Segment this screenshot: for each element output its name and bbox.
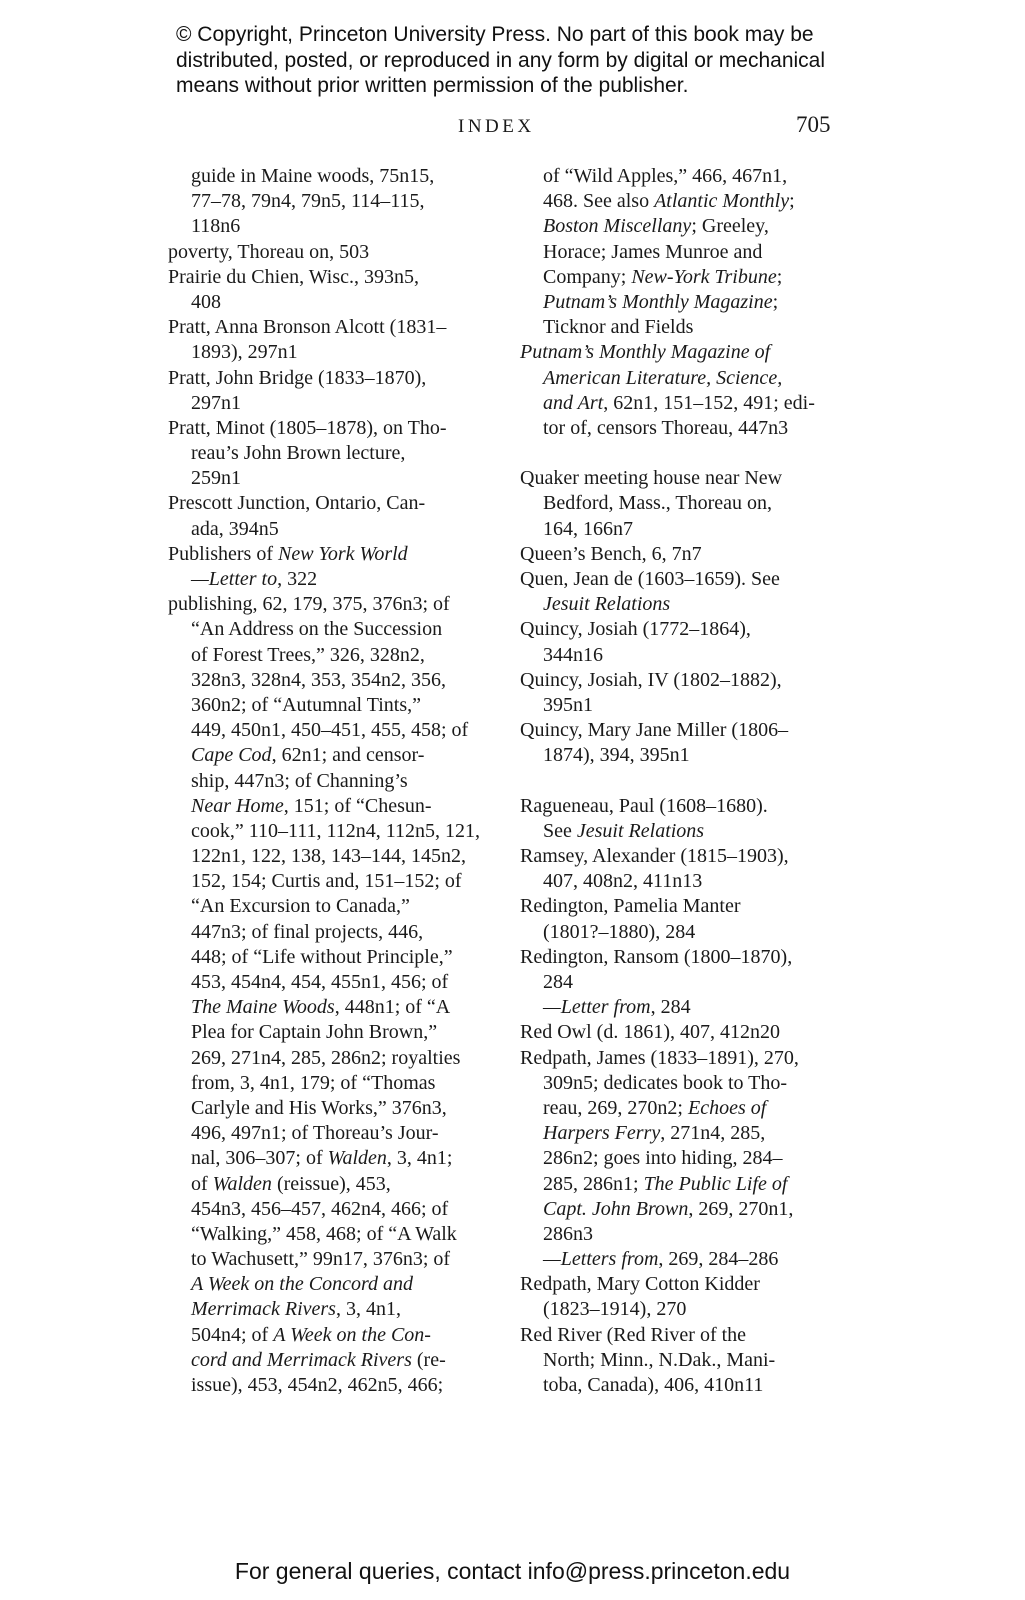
index-entry-line: tor of, censors Thoreau, 447n3 — [543, 416, 789, 439]
index-column-right — [520, 164, 840, 1398]
italic-text: A Week on the Con- — [273, 1323, 431, 1346]
index-entry-line — [168, 1272, 498, 1297]
index-entry-line: toba, Canada), 406, 410n11 — [543, 1374, 764, 1396]
index-entry-line: 407, 408n2, 411n13 — [543, 870, 703, 893]
index-entry-line: “An Address on the Succession — [191, 618, 443, 641]
index-entry-line: North; Minn., N.Dak., Mani- — [543, 1348, 776, 1371]
index-entry-line: Pratt, John Bridge (1833–1870), — [168, 366, 427, 389]
index-entry-line — [520, 214, 840, 239]
italic-text: —Letters from — [543, 1248, 659, 1271]
index-entry-line — [520, 340, 840, 365]
entry-text: Company; — [543, 265, 632, 288]
index-column-left — [168, 164, 498, 1398]
entry-text: , 62n1, 151–152, 491; edi- — [603, 391, 815, 414]
entry-text: Publishers of — [168, 542, 278, 565]
running-title: INDEX — [458, 116, 535, 137]
index-entry-line: guide in Maine woods, 75n15, — [191, 165, 435, 187]
entry-text: (reissue), 453, — [271, 1172, 391, 1195]
index-entry-line: Quincy, Mary Jane Miller (1806– — [520, 719, 789, 742]
italic-text: Merrimack Rivers — [191, 1298, 336, 1321]
index-entry-line — [520, 265, 840, 290]
italic-text: Putnam’s Monthly Magazine — [543, 290, 773, 313]
blank-line — [520, 769, 840, 794]
index-entry-line — [168, 1323, 498, 1348]
entry-text: , 269, 270n1, — [688, 1197, 794, 1220]
italic-text: —Letter from — [543, 996, 651, 1019]
index-entry-line: 286n2; goes into hiding, 284– — [543, 1147, 783, 1170]
index-entry-line: to Wachusett,” 99n17, 376n3; of — [191, 1248, 451, 1271]
entry-text: See — [543, 819, 577, 842]
index-entry-line: Plea for Captain John Brown,” — [191, 1021, 438, 1044]
index-entry-line: Redington, Pamelia Manter — [520, 895, 741, 918]
index-entry-line: Ticknor and Fields — [543, 316, 694, 339]
index-entry-line: issue), 453, 454n2, 462n5, 466; — [191, 1374, 444, 1396]
index-entry-line: from, 3, 4n1, 179; of “Thomas — [191, 1071, 436, 1094]
index-entry-line: Carlyle and His Works,” 376n3, — [191, 1096, 447, 1119]
footer-contact: For general queries, contact info@press.princeton.edu — [234, 1558, 791, 1584]
index-entry-line — [520, 290, 840, 315]
copyright-line: means without prior written permission of the publisher. — [176, 74, 689, 97]
entry-text: 285, 286n1; — [543, 1172, 644, 1195]
index-entry-line: 77–78, 79n4, 79n5, 114–115, — [191, 190, 425, 213]
italic-text: A Week on the Concord and — [191, 1273, 414, 1296]
index-entry-line: 164, 166n7 — [543, 517, 633, 540]
entry-text: , 3, 4n1; — [386, 1147, 453, 1170]
entry-text: 504n4; of — [191, 1323, 274, 1346]
index-entry-line: Redington, Ransom (1800–1870), — [520, 945, 793, 968]
index-entry-line: Red River (Red River of the — [520, 1323, 747, 1346]
index-entry-line — [520, 995, 840, 1020]
index-entry-line: 152, 154; Curtis and, 151–152; of — [191, 870, 462, 893]
index-entry-line: Horace; James Munroe and — [543, 240, 763, 263]
index-entry-line — [520, 1172, 840, 1197]
italic-text: —Letter to — [191, 568, 278, 590]
index-entry-line: Red Owl (d. 1861), 407, 412n20 — [520, 1021, 780, 1044]
index-entry-line: Redpath, Mary Cotton Kidder — [520, 1273, 760, 1296]
index-entry-line — [520, 1096, 840, 1121]
index-entry-line: 360n2; of “Autumnal Tints,” — [191, 693, 422, 716]
index-entry-line: 496, 497n1; of Thoreau’s Jour- — [191, 1122, 439, 1145]
italic-text: Jesuit Relations — [543, 593, 671, 616]
index-entry-line: Quaker meeting house near New — [520, 467, 783, 490]
index-entry-line: Prairie du Chien, Wisc., 393n5, — [168, 265, 420, 288]
index-entry-line — [520, 391, 840, 416]
index-entry-line: of Forest Trees,” 326, 328n2, — [191, 643, 425, 666]
index-entry-line: 449, 450n1, 450–451, 455, 458; of — [191, 719, 469, 742]
index-entry-line: 454n3, 456–457, 462n4, 466; of — [191, 1197, 449, 1220]
index-entry-line: Quincy, Josiah (1772–1864), — [520, 618, 751, 641]
italic-text: Harpers Ferry — [543, 1122, 661, 1145]
index-entry-line: Quen, Jean de (1603–1659). See — [520, 568, 780, 590]
italic-text: Atlantic Monthly — [654, 190, 790, 213]
index-entry-line — [168, 1297, 498, 1322]
running-head — [0, 112, 1025, 142]
index-entry-line — [520, 1197, 840, 1222]
index-entry-line: 269, 271n4, 285, 286n2; royalties — [191, 1046, 461, 1069]
italic-text: Walden — [212, 1172, 272, 1195]
index-entry-line — [520, 189, 840, 214]
index-entry-line: 395n1 — [543, 693, 593, 716]
index-entry-line: Prescott Junction, Ontario, Can- — [168, 492, 426, 515]
italic-text: New York World — [278, 542, 408, 565]
blank-line — [520, 441, 840, 466]
index-entry-line: 309n5; dedicates book to Tho- — [543, 1071, 788, 1094]
index-entry-line: Ragueneau, Paul (1608–1680). — [520, 794, 768, 817]
index-entry-line: 408 — [191, 290, 221, 313]
entry-text: of — [191, 1172, 213, 1195]
index-entry-line: Bedford, Mass., Thoreau on, — [543, 492, 773, 515]
index-entry-line — [520, 1121, 840, 1146]
index-entry-line: Quincy, Josiah, IV (1802–1882), — [520, 668, 782, 691]
entry-text: ; — [772, 290, 779, 313]
page-number: 705 — [796, 112, 831, 137]
italic-text: Near Home — [191, 794, 284, 817]
index-entry-line: 447n3; of final projects, 446, — [191, 920, 424, 943]
entry-text: (re- — [411, 1348, 446, 1371]
index-entry-line — [520, 819, 840, 844]
index-entry-line: publishing, 62, 179, 375, 376n3; of — [168, 593, 450, 616]
index-entry-line: 1893), 297n1 — [191, 341, 298, 364]
italic-text: Echoes of — [687, 1096, 767, 1119]
entry-text: ; Greeley, — [691, 215, 769, 238]
entry-text: ; — [789, 190, 795, 213]
italic-text: Capt. John Brown — [543, 1197, 689, 1220]
italic-text: Putnam’s Monthly Magazine of — [520, 341, 771, 364]
index-entry-line: reau’s John Brown lecture, — [191, 442, 406, 465]
index-entry-line: 122n1, 122, 138, 143–144, 145n2, — [191, 845, 466, 868]
index-entry-line — [168, 995, 498, 1020]
entry-text: , 271n4, 285, — [660, 1122, 766, 1145]
index-entry-line: (1801?–1880), 284 — [543, 920, 696, 943]
entry-text: , 448n1; of “A — [334, 996, 451, 1019]
entry-text: , 3, 4n1, — [335, 1298, 401, 1321]
entry-text: , 284 — [650, 996, 691, 1019]
index-entry-line: “An Excursion to Canada,” — [191, 895, 410, 918]
index-entry-line — [168, 743, 498, 768]
index-entry-line — [168, 1348, 498, 1373]
italic-text: and Art — [543, 391, 604, 414]
index-entry-line: cook,” 110–111, 112n4, 112n5, 121, — [191, 819, 481, 842]
italic-text: The Maine Woods — [191, 996, 335, 1019]
index-entry-line: ship, 447n3; of Channing’s — [191, 769, 408, 792]
italic-text: Jesuit Relations — [576, 819, 705, 842]
index-entry-line: “Walking,” 458, 468; of “A Walk — [191, 1222, 457, 1245]
index-entry-line: of “Wild Apples,” 466, 467n1, — [543, 165, 788, 187]
index-entry-line: 1874), 394, 395n1 — [543, 744, 690, 767]
index-entry-line: ada, 394n5 — [191, 517, 279, 540]
index-entry-line: 328n3, 328n4, 353, 354n2, 356, — [191, 668, 446, 691]
index-entry-line: Ramsey, Alexander (1815–1903), — [520, 845, 789, 868]
italic-text: Walden — [327, 1147, 387, 1170]
index-entry-line: Redpath, James (1833–1891), 270, — [520, 1046, 799, 1069]
index-entry-line: Pratt, Minot (1805–1878), on Tho- — [168, 416, 447, 439]
entry-text: ; — [776, 265, 783, 288]
index-entry-line: 286n3 — [543, 1222, 593, 1245]
entry-text: reau, 269, 270n2; — [543, 1096, 688, 1119]
index-entry-line: 453, 454n4, 454, 455n1, 456; of — [191, 971, 449, 993]
entry-text: , 62n1; and censor- — [271, 744, 425, 767]
index-entry-line: 284 — [543, 971, 573, 993]
index-entry-line — [168, 542, 498, 567]
italic-text: New-York Tribune — [631, 265, 777, 288]
copyright-notice — [176, 22, 876, 99]
index-entry-line — [168, 794, 498, 819]
index-entry-line: 118n6 — [191, 215, 241, 238]
index-entry-line: poverty, Thoreau on, 503 — [168, 240, 370, 263]
index-entry-line: (1823–1914), 270 — [543, 1298, 687, 1321]
index-entry-line — [520, 1247, 840, 1272]
index-entry-line — [168, 1172, 498, 1197]
italic-text: Cape Cod — [191, 744, 272, 767]
index-entry-line: 259n1 — [191, 467, 241, 490]
copyright-line: © Copyright, Princeton University Press. No part of this book may be — [176, 23, 814, 46]
entry-text: , 269, 284–286 — [658, 1248, 779, 1271]
italic-text: The Public Life of — [643, 1172, 788, 1195]
copyright-line: distributed, posted, or reproduced in any form by digital or mechanical — [176, 48, 826, 72]
entry-text: 468. See also — [543, 190, 655, 213]
italic-text: Boston Miscellany — [543, 215, 692, 238]
index-entry-line — [168, 1146, 498, 1171]
index-entry-line: 344n16 — [543, 643, 603, 666]
entry-text: nal, 306–307; of — [191, 1147, 328, 1170]
index-entry-line — [520, 592, 840, 617]
index-entry-line: 297n1 — [191, 391, 241, 414]
entry-text: , 322 — [277, 568, 318, 590]
italic-text: American Literature, Science, — [543, 366, 783, 389]
index-entry-line: Pratt, Anna Bronson Alcott (1831– — [168, 316, 447, 339]
index-entry-line: 448; of “Life without Principle,” — [191, 945, 453, 968]
italic-text: cord and Merrimack Rivers — [191, 1348, 412, 1371]
index-entry-line: Queen’s Bench, 6, 7n7 — [520, 542, 702, 565]
entry-text: , 151; of “Chesun- — [283, 794, 432, 817]
index-entry-line — [168, 567, 498, 592]
index-entry-line — [520, 366, 840, 391]
